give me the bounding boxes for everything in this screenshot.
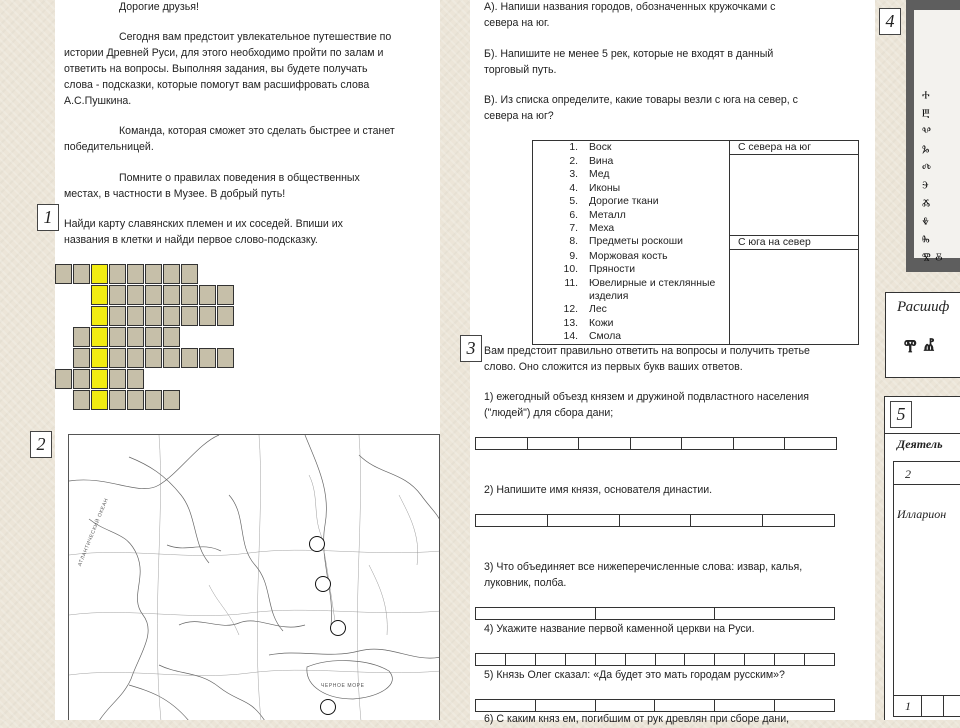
col-header-figure: Деятель: [897, 437, 943, 451]
decode-glyphs: ⰹ ⰼ: [904, 335, 935, 359]
crossword-cell[interactable]: [145, 264, 162, 284]
goods-name: Пряности: [589, 263, 730, 276]
crossword-cell[interactable]: [163, 390, 180, 410]
answer-cells-q3[interactable]: [475, 607, 835, 620]
goods-num: 3.: [533, 168, 590, 181]
south-north-answer[interactable]: [730, 250, 859, 344]
crossword-cell[interactable]: [217, 306, 234, 326]
crossword-cell[interactable]: [181, 306, 198, 326]
question-c-line2: севера на юг?: [484, 110, 554, 122]
city-circle-3[interactable]: [330, 620, 346, 636]
goods-name: Металл: [589, 209, 730, 222]
intro-p1-line5: А.С.Пушкина.: [64, 95, 132, 107]
map-outline: [69, 435, 440, 720]
goods-name: Смола: [589, 330, 730, 344]
answer-cells-q4[interactable]: [475, 653, 835, 666]
glyph: ⰱ: [922, 107, 930, 123]
question-c-line1: В). Из списка определите, какие товары везли с юга на север, с: [484, 94, 798, 106]
question-a-line2: севера на юг.: [484, 17, 550, 29]
crossword-cell[interactable]: [217, 285, 234, 305]
crossword-cell[interactable]: [73, 327, 90, 347]
crossword-cell[interactable]: [163, 348, 180, 368]
crossword-cell[interactable]: [127, 369, 144, 389]
intro-p1-line1: Сегодня вам предстоит увлекательное путешествие по: [119, 31, 392, 43]
goods-name: Иконы: [589, 182, 730, 195]
glyph: ⰵ: [922, 179, 929, 195]
goods-name: Мед: [589, 168, 730, 181]
decode-title: Расшиф: [897, 299, 950, 315]
north-south-header: С севера на юг: [730, 141, 859, 155]
glyph: ⰰ: [922, 89, 930, 105]
crossword-cell[interactable]: [55, 369, 72, 389]
row-num-2: 2: [905, 467, 911, 481]
crossword-cell[interactable]: [109, 285, 126, 305]
greeting: Дорогие друзья!: [119, 1, 199, 13]
crossword-key-cell[interactable]: [91, 348, 108, 368]
goods-num: 8.: [533, 235, 590, 249]
intro-p2-line1: Команда, которая сможет это сделать быстрее и станет: [119, 125, 395, 137]
crossword-cell[interactable]: [145, 348, 162, 368]
crossword-cell[interactable]: [109, 306, 126, 326]
crossword-cell[interactable]: [109, 390, 126, 410]
goods-name: Ювелирные и стеклянные изделия: [589, 277, 730, 304]
glyph: ⰸ: [922, 233, 930, 249]
map-label-atlantic: АТЛАНТИЧЕСКИЙ ОКЕАН: [77, 497, 110, 568]
glyph: ⰷ: [922, 215, 929, 231]
glyph: ⰴ: [922, 161, 931, 177]
glagolitic-alphabet-card: [906, 0, 960, 272]
task3-q5: 5) Князь Олег сказал: «Да будет это мать городам русским»?: [484, 669, 785, 681]
goods-name: Моржовая кость: [589, 250, 730, 263]
crossword-cell[interactable]: [127, 327, 144, 347]
crossword-cell[interactable]: [55, 264, 72, 284]
goods-name: Вина: [589, 155, 730, 168]
task-number-2: 2: [30, 431, 52, 458]
city-circle-2[interactable]: [315, 576, 331, 592]
task3-intro-line2: слово. Оно сложится из первых букв ваших ответов.: [484, 361, 743, 373]
goods-num: 13.: [533, 317, 590, 330]
goods-table: [532, 140, 859, 345]
intro-p1-line2: истории Древней Руси, для этого необходимо пройти по залам и: [64, 47, 384, 59]
crossword-cell[interactable]: [109, 327, 126, 347]
task3-intro-line1: Вам предстоит правильно ответить на вопросы и получить третье: [484, 345, 810, 357]
crossword-cell[interactable]: [127, 390, 144, 410]
goods-row: [533, 155, 859, 168]
task3-q2: 2) Напишите имя князя, основателя династии.: [484, 484, 713, 496]
figures-table-card: [884, 396, 960, 720]
goods-row: [533, 235, 859, 249]
task3-q3-line2: луковник, полба.: [484, 577, 567, 589]
intro-p1-line4: слова - подсказки, которые помогут вам расшифровать слова: [64, 79, 370, 91]
crossword-cell[interactable]: [127, 285, 144, 305]
task3-q4: 4) Укажите название первой каменной церкви на Руси.: [484, 623, 755, 635]
crossword-cell[interactable]: [145, 306, 162, 326]
answer-cells-q5[interactable]: [475, 699, 835, 712]
crossword-key-cell[interactable]: [91, 327, 108, 347]
city-circle-4[interactable]: [320, 699, 336, 715]
crossword-cell[interactable]: [127, 264, 144, 284]
task3-q3-line1: 3) Что объединяет все нижеперечисленные слова: извар, калья,: [484, 561, 803, 573]
glyph: ⰶ: [922, 197, 931, 213]
task1-text-line1: Найди карту славянских племен и их соседей. Впиши их: [64, 218, 343, 230]
north-south-answer[interactable]: [730, 155, 859, 235]
goods-name: Предметы роскоши: [589, 235, 730, 249]
decode-card: [885, 292, 960, 378]
intro-p3-line2: местах, в частности в Музее. В добрый путь!: [64, 188, 286, 200]
task-number-4: 4: [879, 8, 901, 35]
crossword-key-cell[interactable]: [91, 306, 108, 326]
crossword-cell[interactable]: [73, 264, 90, 284]
crossword-cell[interactable]: [145, 390, 162, 410]
glyph: ⰳ: [922, 143, 930, 159]
figure-name: Илларион: [897, 507, 947, 521]
europe-map: [68, 434, 440, 720]
crossword-cell[interactable]: [109, 264, 126, 284]
crossword-cell[interactable]: [199, 306, 216, 326]
crossword-key-cell[interactable]: [91, 264, 108, 284]
goods-num: 11.: [533, 277, 590, 304]
goods-num: 1.: [533, 141, 590, 155]
task3-q1-line1: 1) ежегодный объезд князем и дружиной подвластного населения: [484, 391, 810, 403]
task3-q1-line2: ("людей") для сбора дани;: [484, 407, 614, 419]
crossword-key-cell[interactable]: [91, 390, 108, 410]
goods-num: 7.: [533, 222, 590, 235]
crossword-cell[interactable]: [217, 348, 234, 368]
intro-p2-line2: победительницей.: [64, 141, 154, 153]
task-number-3: 3: [460, 335, 482, 362]
crossword-cell[interactable]: [181, 264, 198, 284]
goods-num: 5.: [533, 195, 590, 208]
crossword-cell[interactable]: [73, 390, 90, 410]
question-b-line2: торговый путь.: [484, 64, 557, 76]
goods-name: Дорогие ткани: [589, 195, 730, 208]
crossword-cell[interactable]: [109, 369, 126, 389]
left-worksheet: [55, 0, 440, 720]
crossword-cell[interactable]: [127, 306, 144, 326]
goods-num: 6.: [533, 209, 590, 222]
task1-text-line2: названия в клетки и найди первое слово-подсказку.: [64, 234, 318, 246]
crossword-cell[interactable]: [181, 348, 198, 368]
goods-name: Воск: [589, 141, 730, 155]
task-number-1: 1: [37, 204, 59, 231]
crossword-key-cell[interactable]: [91, 285, 108, 305]
crossword-cell[interactable]: [163, 264, 180, 284]
map-label-black-sea: ЧЕРНОЕ МОРЕ: [321, 683, 365, 689]
crossword-cell[interactable]: [181, 285, 198, 305]
crossword-cell[interactable]: [109, 348, 126, 368]
crossword-cell[interactable]: [73, 369, 90, 389]
task-number-5: 5: [890, 401, 912, 428]
south-north-header: С юга на север: [730, 235, 859, 249]
answer-cells-q2[interactable]: [475, 514, 835, 527]
goods-num: 2.: [533, 155, 590, 168]
glyph: ⰲ: [922, 125, 931, 141]
answer-cells-q1[interactable]: [475, 437, 837, 450]
goods-num: 9.: [533, 250, 590, 263]
crossword-cell[interactable]: [145, 327, 162, 347]
goods-num: 4.: [533, 182, 590, 195]
middle-worksheet: [470, 0, 875, 725]
goods-row: [533, 141, 859, 155]
question-b-line1: Б). Напишите не менее 5 рек, которые не входят в данный: [484, 48, 774, 60]
question-a-line1: А). Напиши названия городов, обозначенных кружочками с: [484, 1, 776, 13]
goods-num: 14.: [533, 330, 590, 344]
row-num-1: 1: [905, 699, 911, 713]
crossword-key-cell[interactable]: [91, 369, 108, 389]
city-circle-1[interactable]: [309, 536, 325, 552]
crossword-cell[interactable]: [163, 327, 180, 347]
goods-name: Кожи: [589, 317, 730, 330]
glyph-row: ⰺ ⰻ: [922, 251, 943, 267]
crossword-cell[interactable]: [127, 348, 144, 368]
crossword-cell[interactable]: [199, 285, 216, 305]
goods-row: [533, 250, 859, 263]
goods-name: Лес: [589, 303, 730, 316]
crossword-cell[interactable]: [199, 348, 216, 368]
goods-num: 10.: [533, 263, 590, 276]
intro-p3-line1: Помните о правилах поведения в общественных: [119, 172, 360, 184]
intro-p1-line3: ответить на вопросы. Выполняя задания, вы будете получать: [64, 63, 368, 75]
goods-name: Меха: [589, 222, 730, 235]
crossword-cell[interactable]: [73, 348, 90, 368]
goods-num: 12.: [533, 303, 590, 316]
crossword-cell[interactable]: [163, 306, 180, 326]
crossword-cell[interactable]: [145, 285, 162, 305]
task3-q6: 6) С каким княз ем, погибшим от рук древлян при сборе дани,: [484, 713, 790, 725]
crossword-cell[interactable]: [163, 285, 180, 305]
